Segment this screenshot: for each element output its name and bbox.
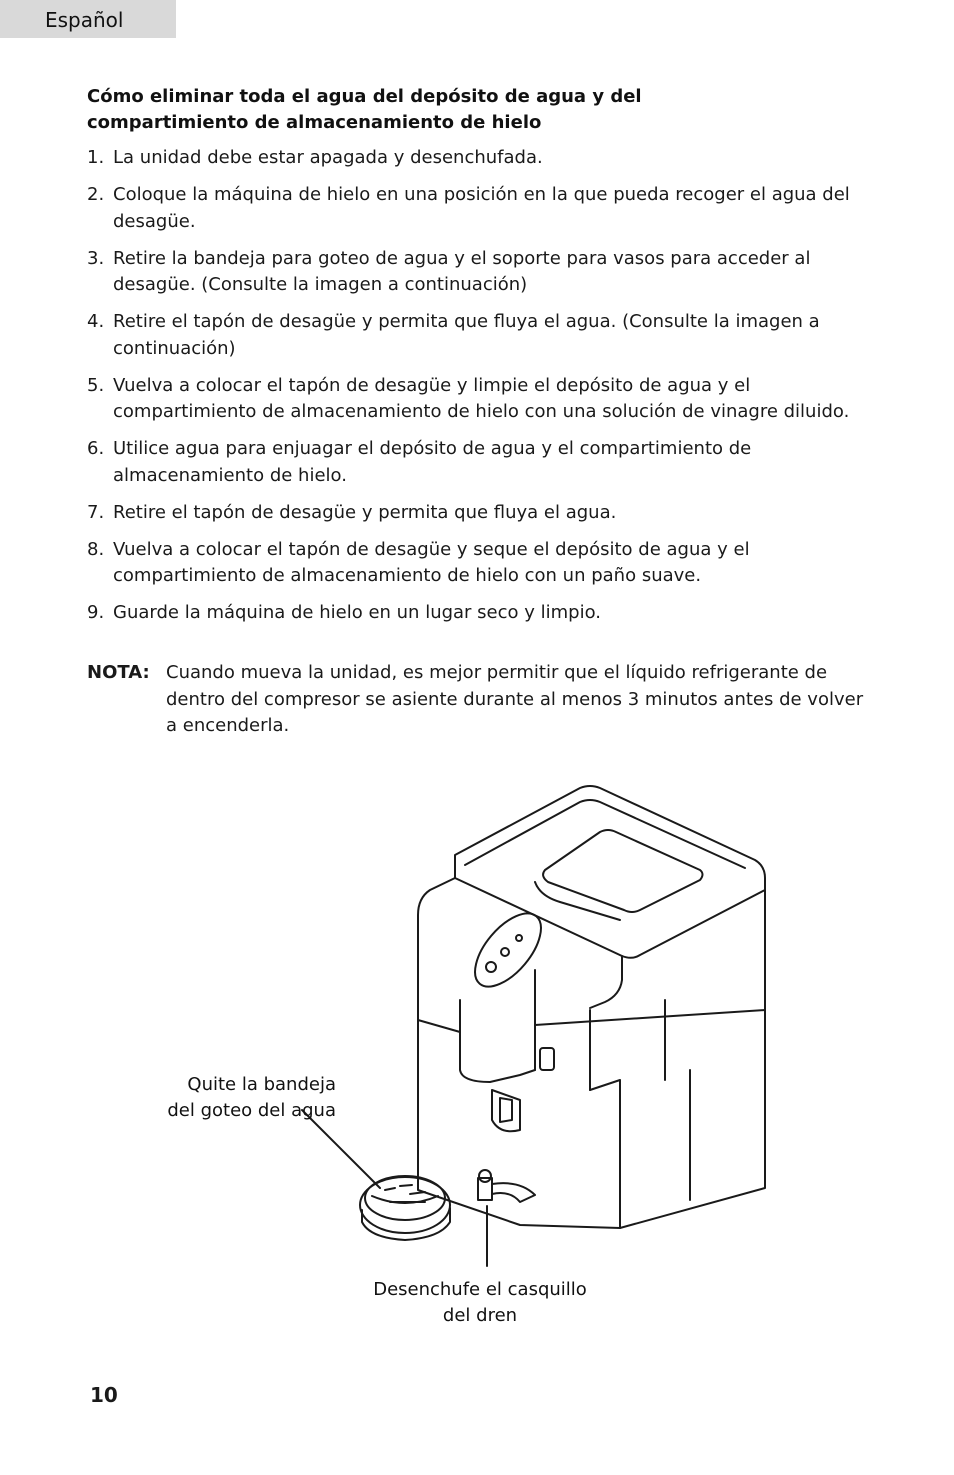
list-item — [87, 500, 877, 527]
list-item — [87, 246, 877, 299]
drip-tray-callout — [116, 1072, 336, 1124]
list-item — [87, 600, 877, 627]
callout-line: del goteo del agua — [167, 1100, 336, 1121]
list-item — [87, 309, 877, 362]
step-number: 5. — [87, 374, 105, 396]
step-text: La unidad debe estar apagada y desenchufada. — [113, 147, 543, 168]
list-item — [87, 182, 877, 235]
step-text: Coloque la máquina de hielo en una posición en la que pueda recoger el agua del desagüe. — [113, 184, 850, 232]
step-number: 9. — [87, 602, 105, 623]
callout-line: del dren — [442, 1305, 518, 1326]
ice-maker-illustration — [0, 770, 954, 1350]
callout-line: Quite la bandeja — [187, 1074, 336, 1095]
step-text: Retire la bandeja para goteo de agua y el soporte para vasos para acceder al desagüe. (Consulte la imagen a continuación) — [113, 247, 811, 295]
list-item — [87, 145, 877, 172]
note-text: Cuando mueva la unidad, es mejor permitir que el líquido refrigerante de dentro del compresor se asiente durante al menos 3 minutos antes de volver a encenderla. — [166, 662, 864, 736]
step-number: 6. — [87, 438, 105, 459]
step-number: 7. — [87, 501, 105, 523]
section-title: Cómo eliminar toda el agua del depósito de agua y del compartimiento de almacenamiento de hielo — [87, 86, 642, 133]
page-number: 10 — [90, 1383, 118, 1407]
step-number: 2. — [87, 184, 105, 205]
list-item — [87, 436, 877, 489]
drain-plug-callout — [360, 1277, 600, 1329]
step-text: Utilice agua para enjuagar el depósito de agua y el compartimiento de almacenamiento de hielo. — [113, 438, 752, 486]
step-number: 8. — [87, 538, 105, 560]
note-label: NOTA: — [87, 662, 150, 683]
list-item — [87, 537, 877, 590]
callout-line: Desenchufe el casquillo — [373, 1279, 587, 1300]
step-number: 1. — [87, 147, 105, 168]
list-item — [87, 373, 877, 426]
step-number: 3. — [87, 247, 105, 269]
step-text: Retire el tapón de desagüe y permita que fluya el agua. (Consulte la imagen a continuación) — [113, 311, 820, 359]
steps-list — [87, 145, 877, 637]
language-tab: Español — [0, 0, 176, 38]
step-text: Guarde la máquina de hielo en un lugar seco y limpio. — [113, 602, 602, 623]
ice-maker-drawing — [0, 770, 954, 1350]
step-text: Vuelva a colocar el tapón de desagüe y seque el depósito de agua y el compartimiento de almacenamiento de hielo con un paño suave. — [113, 538, 750, 586]
step-text: Vuelva a colocar el tapón de desagüe y limpie el depósito de agua y el compartimiento de almacenamiento de hielo con una solución de vinagre diluido. — [113, 374, 850, 422]
note — [87, 660, 877, 740]
step-number: 4. — [87, 311, 105, 332]
step-text: Retire el tapón de desagüe y permita que fluya el agua. — [113, 501, 617, 523]
